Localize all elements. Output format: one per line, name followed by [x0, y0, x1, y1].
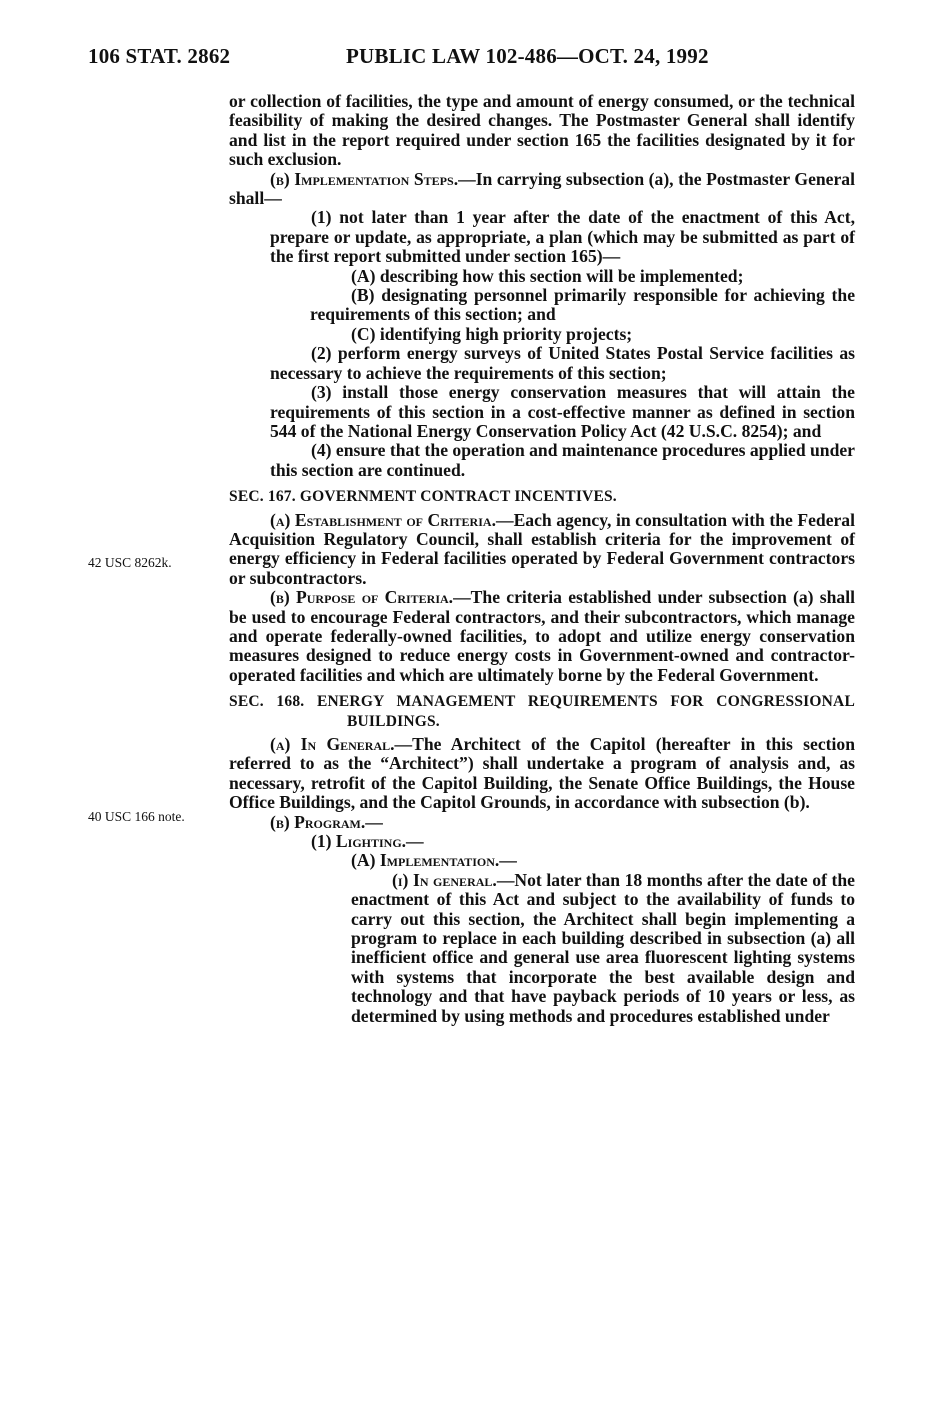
subsection-text: —Each agency, in consultation with the Federal Acquisition Regulatory Council, shall establish criteria for the improvement of energy efficiency in Federal facilities operated by Federal Government contractors or subcontractors. [229, 509, 855, 588]
page-header [88, 44, 848, 74]
margin-note-sec167: 42 USC 8262k. [88, 555, 172, 570]
paragraph-establishment-criteria [229, 511, 855, 589]
subsection-text: —The criteria established under subsection (a) shall be used to encourage Federal contractors, and their subcontractors, which manage and operate federally-owned facilities, to adopt and utilize energy conservation measures designed to reduce energy costs in Government-owned and contractor-operated facilities and which are ultimately borne by the Federal Government. [229, 587, 855, 685]
paragraph-program [229, 813, 855, 832]
paragraph-purpose-criteria [229, 588, 855, 685]
item-2: (2) perform energy surveys of United States Postal Service facilities as necessary to achieve the requirements of this section; [270, 343, 855, 383]
item-4: (4) ensure that the operation and maintenance procedures applied under this section are continued. [270, 440, 855, 480]
statute-body [229, 92, 855, 1026]
item-1c: (C) identifying high priority projects; [351, 323, 633, 344]
subsection-heading: (b) Implementation Steps. [270, 168, 459, 189]
paragraph-continuation: or collection of facilities, the type and amount of energy consumed, or the technical feasibility of making the desired changes. The Postmaster General shall identify and list in the report required under section 165 the facilities designated by it for such exclusion. [229, 91, 855, 170]
section-168-heading: SEC. 168. ENERGY MANAGEMENT REQUIREMENTS FOR CONGRESSIONAL BUILDINGS. [229, 693, 855, 730]
item-3: (3) install those energy conservation measures that will attain the requirements of this section in a cost-effective manner as defined in section 544 of the National Energy Conservation Policy Act (42 U.S.C. 8254); and [270, 382, 855, 441]
subsection-text: —In carrying subsection (a), the Postmaster General shall— [229, 168, 855, 209]
public-law-citation: PUBLIC LAW 102-486—OCT. 24, 1992 [346, 44, 709, 68]
item-1b: (B) designating personnel primarily responsible for achieving the requirements of this section; and [310, 285, 855, 325]
item-1: (1) not later than 1 year after the date of the enactment of this Act, prepare or update, as appropriate, a plan (which may be submitted as part of the first report submitted under section 165)— [270, 207, 855, 267]
subsection-heading: (A) Implementation.— [351, 850, 517, 871]
subsection-heading: (b) Purpose of Criteria. [270, 587, 454, 608]
section-167-heading: SEC. 167. GOVERNMENT CONTRACT INCENTIVES. [229, 488, 617, 506]
paragraph-lighting [229, 832, 855, 851]
margin-note-sec168: 40 USC 166 note. [88, 809, 185, 824]
paragraph-implementation-steps [229, 170, 855, 209]
subsection-text: —Not later than 18 months after the date of the enactment of this Act and subject to the availability of funds to carry out this section, the Architect shall begin implementing a program to replace in each building described in subsection (a) all inefficient office and general use area fluorescent lighting systems with systems that incorporate the best available design and technology and that have payback periods of 10 years or less, as determined by using methods and procedures established under [351, 869, 855, 1026]
subsection-text: —The Architect of the Capitol (hereafter in this section referred to as the “Architect”) shall undertake a program of analysis and, as necessary, retrofit of the Capitol Building, the Senate Office Buildings, the House Office Buildings, and the Capitol Grounds, in accordance with subsection (b). [229, 734, 855, 813]
paragraph-i-in-general [229, 871, 855, 1026]
subsection-heading: (b) Program.— [270, 811, 383, 832]
subsection-heading: (a) Establishment of Criteria. [270, 509, 496, 530]
paragraph-implementation [229, 851, 855, 870]
subsection-heading: (1) Lighting.— [311, 831, 424, 852]
paragraph-in-general [229, 735, 855, 813]
subsection-heading: (i) In general. [392, 869, 497, 890]
item-1a: (A) describing how this section will be implemented; [351, 265, 744, 286]
subsection-heading: (a) In General. [270, 734, 395, 754]
stat-page-number: 106 STAT. 2862 [88, 44, 231, 68]
